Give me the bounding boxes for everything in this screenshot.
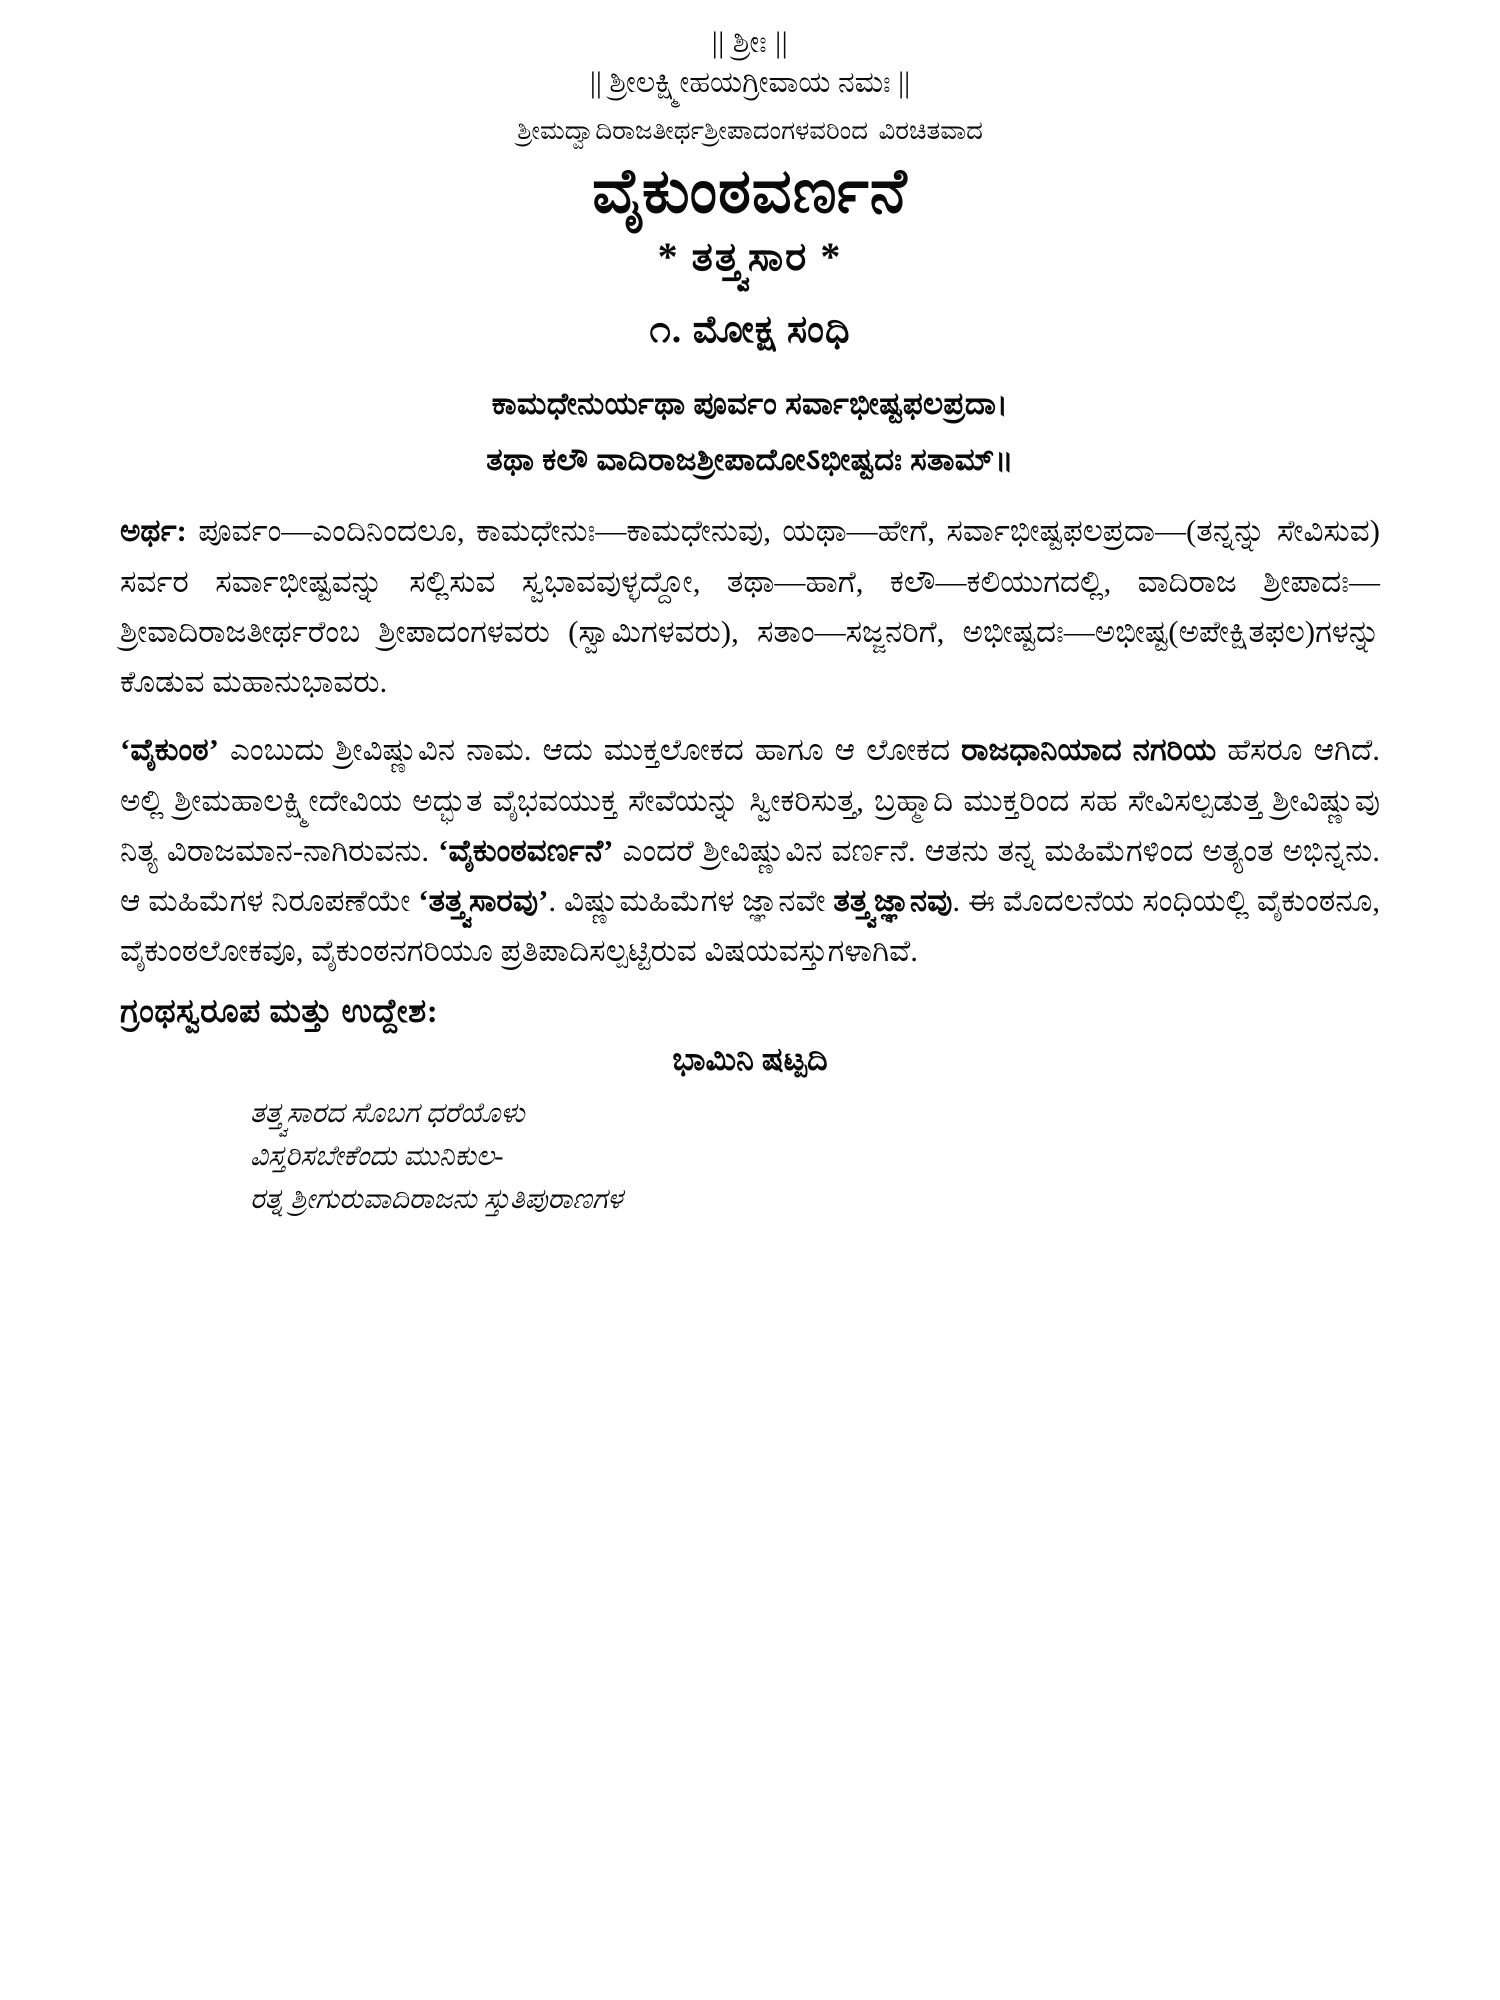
verse-line-1: ಕಾಮಧೇನುರ್ಯಥಾ ಪೂರ್ವಂ ಸರ್ವಾಭೀಷ್ಟಫಲಪ್ರದಾ। <box>491 386 1009 422</box>
page-subtitle: * ತತ್ತ್ವಸಾರ * <box>657 234 843 280</box>
poem-line: ವಿಸ್ತರಿಸಬೇಕೆಂದು ಮುನಿಕುಲ- <box>250 1141 504 1172</box>
text-run: . ವಿಷ್ಣುಮಹಿಮೆಗಳ ಜ್ಞಾನವೇ <box>548 883 834 919</box>
explanation-paragraph <box>120 725 1380 976</box>
invocation-line-2: || ಶ್ರೀಲಕ್ಷ್ಮೀಹಯಗ್ರೀವಾಯ ನಮಃ || <box>589 66 911 99</box>
emphasis-run: ರಾಜಧಾನಿಯಾದ ನಗರಿಯ <box>961 732 1217 768</box>
meaning-label: ಅರ್ಥ: <box>120 513 187 549</box>
section-heading: ೧. ಮೋಕ್ಷ ಸಂಧಿ <box>649 309 851 352</box>
poem-line: ರತ್ನ ಶ್ರೀಗುರುವಾದಿರಾಜನು ಸ್ತುತಿಪುರಾಣಗಳ <box>250 1183 623 1215</box>
emphasis-run: ತತ್ತ್ವಜ್ಞಾನವು <box>833 883 953 919</box>
poem-block <box>250 1093 1380 1221</box>
meaning-text: ಪೂರ್ವಂ—ಎಂದಿನಿಂದಲೂ, ಕಾಮಧೇನುಃ—ಕಾಮಧೇನುವು, ಯಥಾ—ಹೇಗೆ, ಸರ್ವಾಭೀಷ್ಟಫಲಪ್ರದಾ—(ತನ್ನನ್ನು ಸೇವಿಸುವ) ಸರ್ವರ ಸರ್ವಾಭೀಷ್ಟವನ್ನು ಸಲ್ಲಿಸುವ ಸ್ವಭಾವವುಳ್ಳದ್ದೋ, ತಥಾ—ಹಾಗೆ, ಕಲೌ—ಕಲಿಯುಗದಲ್ಲಿ, ವಾದಿರಾಜ ಶ್ರೀಪಾದಃ—ಶ್ರೀವಾದಿರಾಜತೀರ್ಥರೆಂಬ ಶ್ರೀಪಾದಂಗಳವರು (ಸ್ವಾಮಿಗಳವರು), ಸತಾಂ—ಸಜ್ಜನರಿಗೆ, ಅಭೀಷ್ಟದಃ—ಅಭೀಷ್ಟ(ಅಪೇಕ್ಷಿತಫಲ)ಗಳನ್ನು ಕೊಡುವ ಮಹಾನುಭಾವರು. <box>120 513 1380 700</box>
poem-line: ತತ್ತ್ವಸಾರದ ಸೊಬಗ ಧರೆಯೊಳು <box>250 1098 525 1130</box>
emphasis-run: ‘ವೈಕುಂಠ’ <box>120 732 219 768</box>
subsection-heading: ಗ್ರಂಥಸ್ವರೂಪ ಮತ್ತು ಉದ್ದೇಶ: <box>120 994 439 1031</box>
text-run: . ಈ ಮೊದಲನೆಯ ಸಂಧಿಯಲ್ಲಿ ವೈಕುಂಠನೂ, ವೈಕುಂಠಲೋಕವೂ, ವೈಕುಂಠನಗರಿಯೂ ಪ್ರತಿಪಾದಿಸಲ್ಪಟ್ಟಿರುವ ವಿಷಯವಸ್ತುಗಳಾಗಿವೆ. <box>120 883 1380 969</box>
text-run: ಎಂದರೆ ಶ್ರೀವಿಷ್ಣುವಿನ ವರ್ಣನೆ. ಆತನು ತನ್ನ ಮಹಿಮೆಗಳಿಂದ ಅತ್ಯಂತ ಅಭಿನ್ನನು. ಆ ಮಹಿಮೆಗಳ ನಿರೂಪಣೆಯೇ <box>120 832 1380 919</box>
verse-line-2: ತಥಾ ಕಲೌ ವಾದಿರಾಜಶ್ರೀಪಾದೋऽಭೀಷ್ಟದಃ ಸತಾಮ್॥ <box>486 442 1014 478</box>
meaning-paragraph <box>120 506 1380 707</box>
meter-name: ಭಾಮಿನಿ ಷಟ್ಪದಿ <box>672 1041 828 1078</box>
page-title: ವೈಕುಂಠವರ್ಣನೆ <box>592 158 908 226</box>
text-run: ಹೆಸರೂ ಆಗಿದೆ. ಅಲ್ಲಿ ಶ್ರೀಮಹಾಲಕ್ಷ್ಮೀದೇವಿಯ ಅದ್ಭುತ ವೈಭವಯುಕ್ತ ಸೇವೆಯನ್ನು ಸ್ವೀಕರಿಸುತ್ತ, ಬ್ರಹ್ಮಾದಿ ಮುಕ್ತರಿಂದ ಸಹ ಸೇವಿಸಲ್ಪಡುತ್ತ ಶ್ರೀವಿಷ್ಣುವು ನಿತ್ಯ ವಿರಾಜಮಾನ-ನಾಗಿರುವನು. <box>120 732 1380 868</box>
text-run: ಎಂಬುದು ಶ್ರೀವಿಷ್ಣುವಿನ ನಾಮ. ಆದು ಮುಕ್ತಲೋಕದ ಹಾಗೂ ಆ ಲೋಕದ <box>218 732 962 768</box>
emphasis-run: ‘ತತ್ತ್ವಸಾರವು’ <box>418 883 549 919</box>
author-attribution: ಶ್ರೀಮದ್ವಾದಿರಾಜತೀರ್ಥಶ್ರೀಪಾದಂಗಳವರಿಂದ ವಿರಚಿತವಾದ <box>517 116 983 145</box>
emphasis-run: ‘ವೈಕುಂಠವರ್ಣನೆ’ <box>438 832 614 868</box>
invocation-line-1: || ಶ್ರೀಃ || <box>711 26 789 59</box>
